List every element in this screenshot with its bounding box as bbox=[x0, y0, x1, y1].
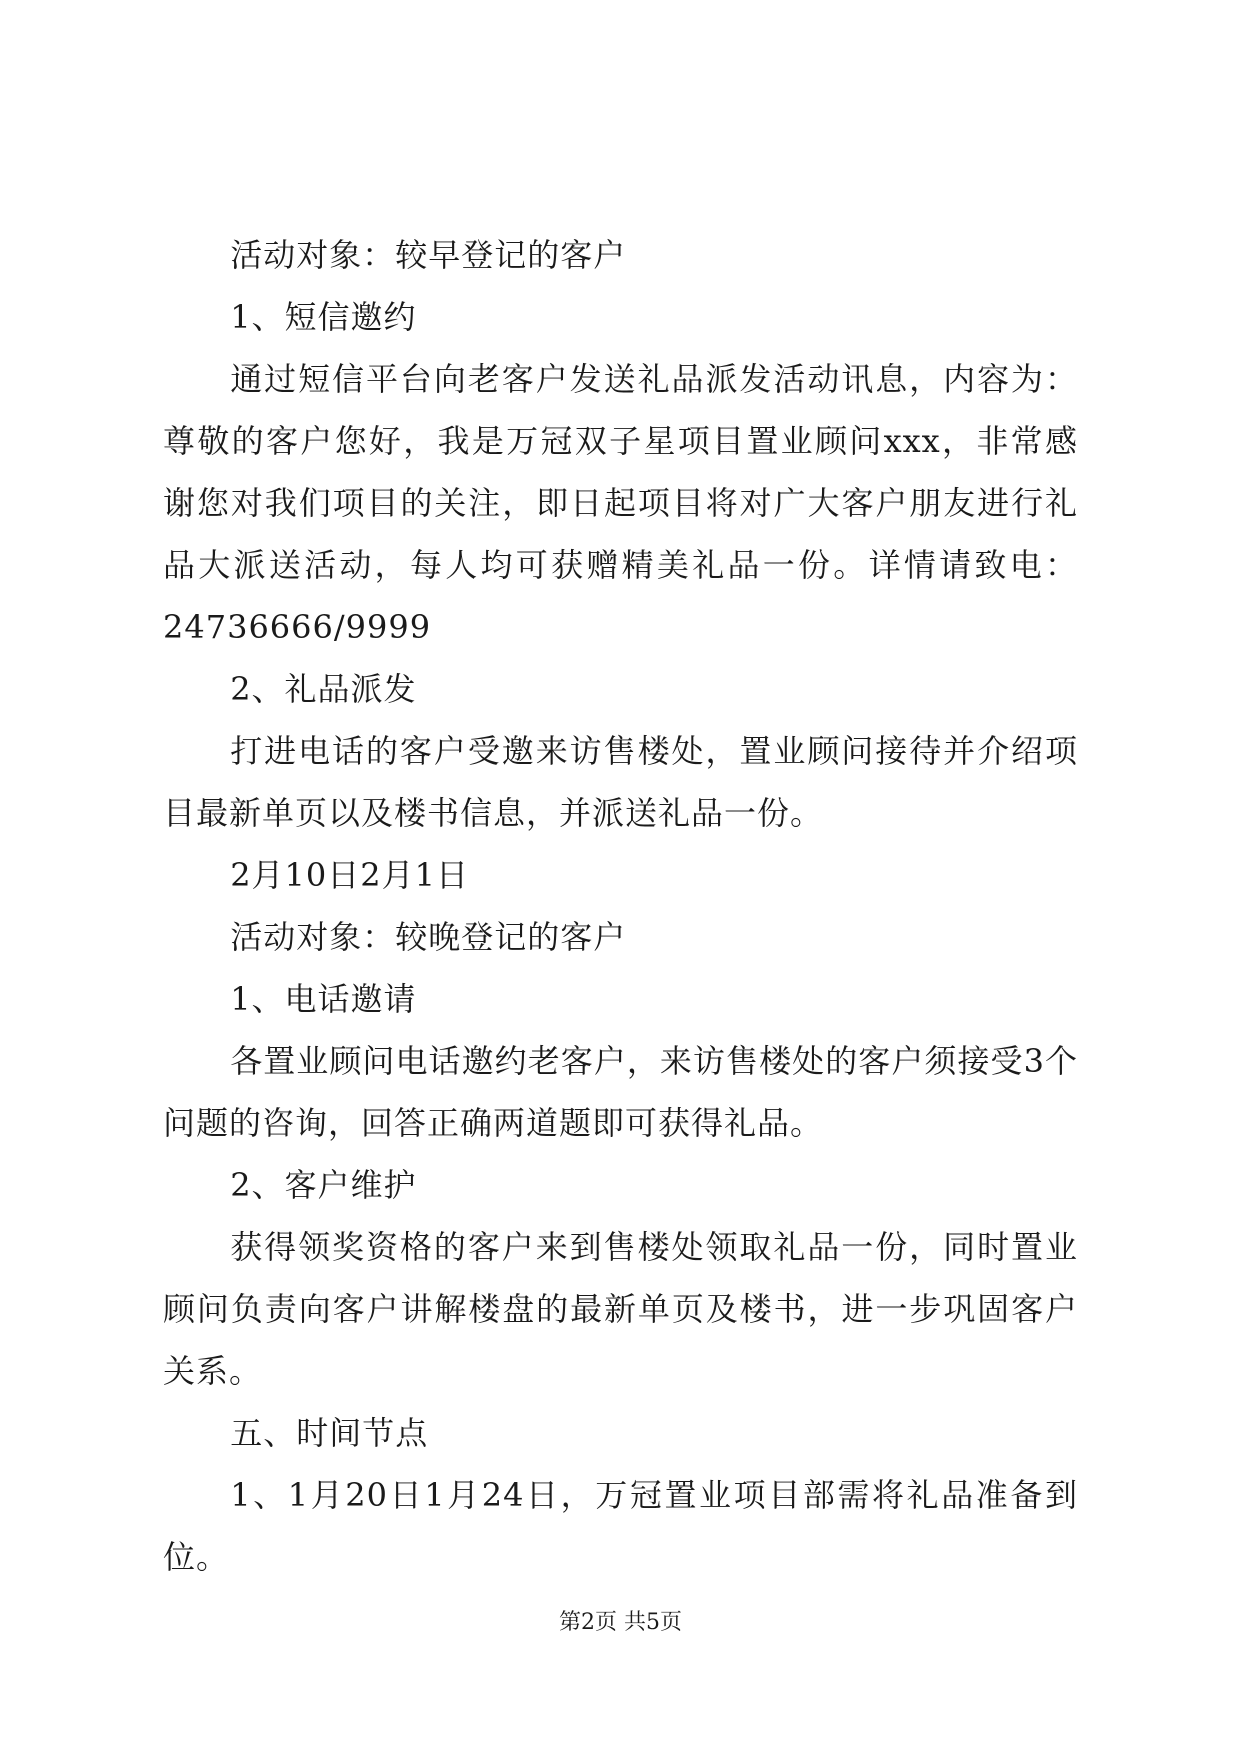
paragraph-client-maintenance-body: 获得领奖资格的客户来到售楼处领取礼品一份，同时置业顾问负责向客户讲解楼盘的最新单页及楼书，进一步巩固客户关系。 bbox=[163, 1228, 1078, 1390]
paragraph-phone-invite-body: 各置业顾问电话邀约老客户，来访售楼处的客户须接受3个问题的咨询，回答正确两道题即可获得礼品。 bbox=[163, 1042, 1078, 1142]
paragraph-target-late: 活动对象：较晚登记的客户 bbox=[230, 918, 627, 956]
paragraph-sms-invite-body: 通过短信平台向老客户发送礼品派发活动讯息，内容为：尊敬的客户您好，我是万冠双子星项目置业顾问xxx，非常感谢您对我们项目的关注，即日起项目将对广大客户朋友进行礼品大派送活动，每人均可获赠精美礼品一份。详情请致电：24736666/9999 bbox=[163, 360, 1078, 646]
paragraph-timeline-heading: 五、时间节点 bbox=[230, 1414, 429, 1452]
paragraph-target-early: 活动对象：较早登记的客户 bbox=[230, 236, 627, 274]
paragraph-gift-dispatch-body: 打进电话的客户受邀来访售楼处，置业顾问接待并介绍项目最新单页以及楼书信息，并派送礼品一份。 bbox=[163, 732, 1078, 832]
paragraph-gift-dispatch-heading: 2、礼品派发 bbox=[230, 670, 417, 708]
paragraph-client-maintenance-heading: 2、客户维护 bbox=[230, 1166, 417, 1204]
paragraph-date-range: 2月10日2月1日 bbox=[230, 856, 469, 894]
paragraph-timeline-item-1: 1、1月20日1月24日，万冠置业项目部需将礼品准备到位。 bbox=[163, 1476, 1078, 1576]
page-number-footer: 第2页 共5页 bbox=[559, 1610, 682, 1635]
document-body bbox=[163, 224, 1078, 1588]
paragraph-phone-invite-heading: 1、电话邀请 bbox=[230, 980, 417, 1018]
paragraph-sms-invite-heading: 1、短信邀约 bbox=[230, 298, 417, 336]
